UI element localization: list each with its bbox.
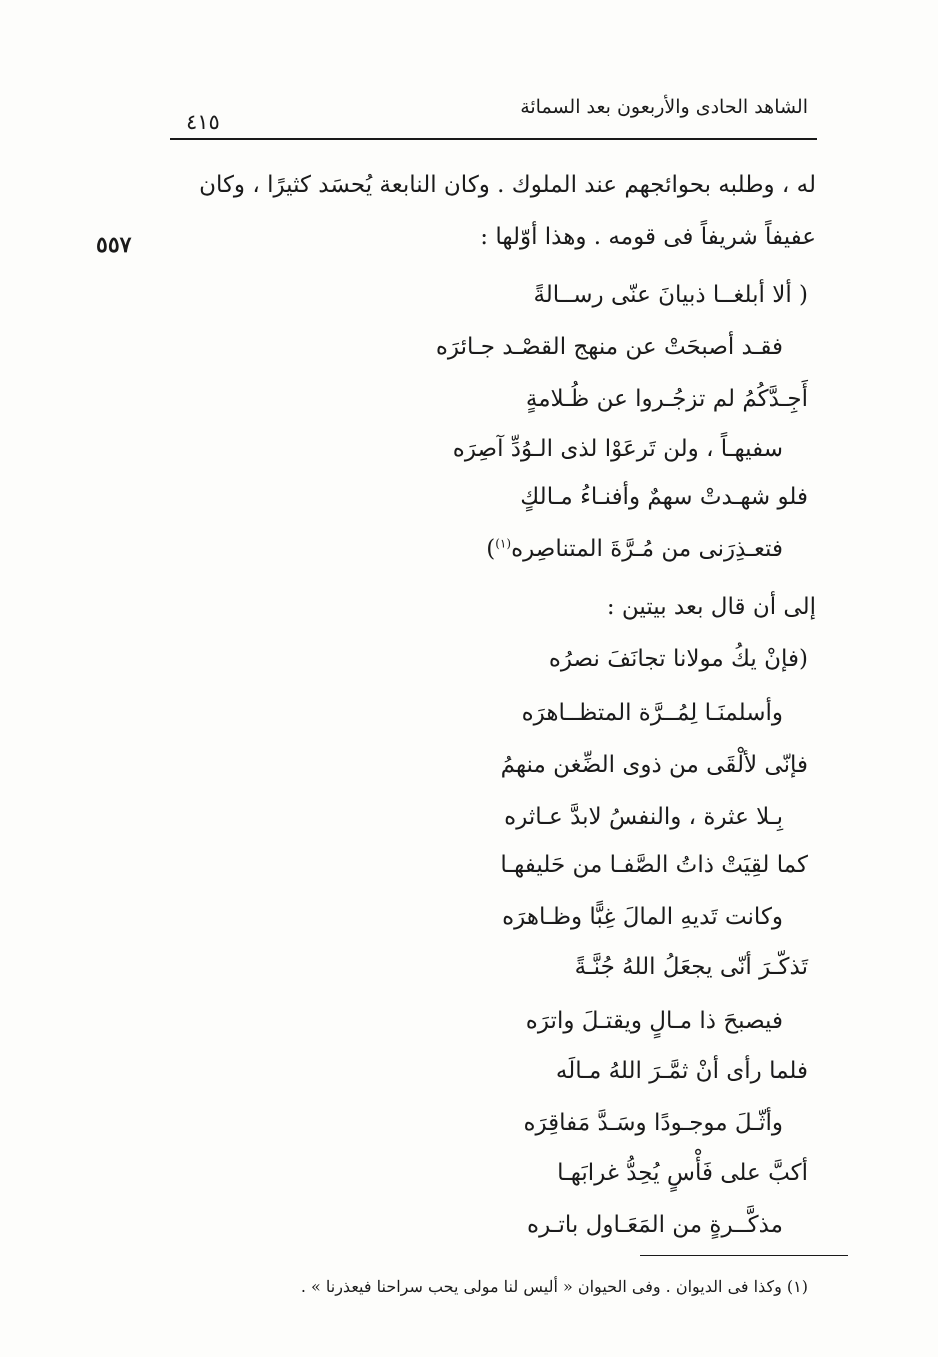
- prose-line: له ، وطلبه بحوائجهم عند الملوك . وكان النابعة يُحسَد كثيرًا ، وكان: [199, 172, 816, 198]
- verse-line: (فإنْ يكُ مولانا تجانَفَ نصرُه: [548, 646, 808, 672]
- transition-line: إلى أن قال بعد بيتين :: [606, 594, 816, 620]
- verse-line: وأسلمنَـا لِمُــرَّة المتظــاهرَه: [521, 700, 783, 726]
- verse-line: بِـلا عثرة ، والنفسُ لابدَّ عـاثره: [504, 804, 783, 830]
- verse-line: فإنّى لألْقَى من ذوى الضِّغن منهمُ: [500, 752, 808, 778]
- verse-line: فقـد أصبحَتْ عن منهج القصْـد جـائرَه: [435, 334, 783, 360]
- prose-line: عفيفاً شريفاً فى قومه . وهذا أوّلها :: [480, 224, 816, 250]
- verse-line: مذكَّــرةٍ من المَعَـاول باتـره: [527, 1212, 783, 1238]
- margin-reference-number: ٥٥٧: [96, 232, 132, 258]
- verse-line: سفيهـاً ، ولن تَرعَوْا لذى الـوُدِّ آصِرَه: [452, 436, 783, 462]
- header-rule: [170, 138, 817, 140]
- footnote-marker: (١): [495, 536, 512, 551]
- footnote: (١) وكذا فى الديوان . وفى الحيوان « أليس لنا مولى يحب سراحنا فيعذرنا » .: [300, 1277, 808, 1296]
- verse-line: وكانت تَديهِ المالَ غِبًّا وظـاهرَه: [502, 904, 783, 930]
- verse-line: تَذكّـرَ أنّى يجعَلُ اللهُ جُنَّـةً: [574, 954, 808, 980]
- verse-text: فتعـذِرَنى من مُـرَّةَ المتناصِره: [511, 536, 783, 562]
- page-number: ٤١٥: [186, 110, 220, 134]
- verse-line: فيصبحَ ذا مـالٍ ويقتـلَ واترَه: [525, 1008, 783, 1034]
- verse-line: ( ألا أبلغــا ذبيانَ عنّى رســالةً: [533, 282, 808, 308]
- closing-paren: ): [486, 536, 496, 562]
- verse-line: أكبَّ على فَأْسٍ يُحِدُّ غرابَهـا: [557, 1160, 808, 1186]
- footnote-rule: [640, 1255, 848, 1256]
- verse-line: فلو شهـدتْ سهمٌ وأفنـاءُ مـالكٍ: [520, 484, 808, 510]
- verse-line: كما لقِيَتْ ذاتُ الصَّفـا من حَليفهـا: [500, 852, 808, 878]
- running-header-title: الشاهد الحادى والأربعون بعد السمائة: [520, 96, 808, 118]
- verse-line: فلما رأى أنْ ثمَّـرَ اللهُ مـالَه: [555, 1058, 808, 1084]
- verse-line: أَجِـدَّكُمُ لم تزجُـروا عن ظُـلامةٍ: [525, 386, 808, 412]
- verse-line: وأثّـلَ موجـودًا وسَـدَّ مَفاقِرَه: [523, 1110, 783, 1136]
- verse-line: [486, 536, 783, 564]
